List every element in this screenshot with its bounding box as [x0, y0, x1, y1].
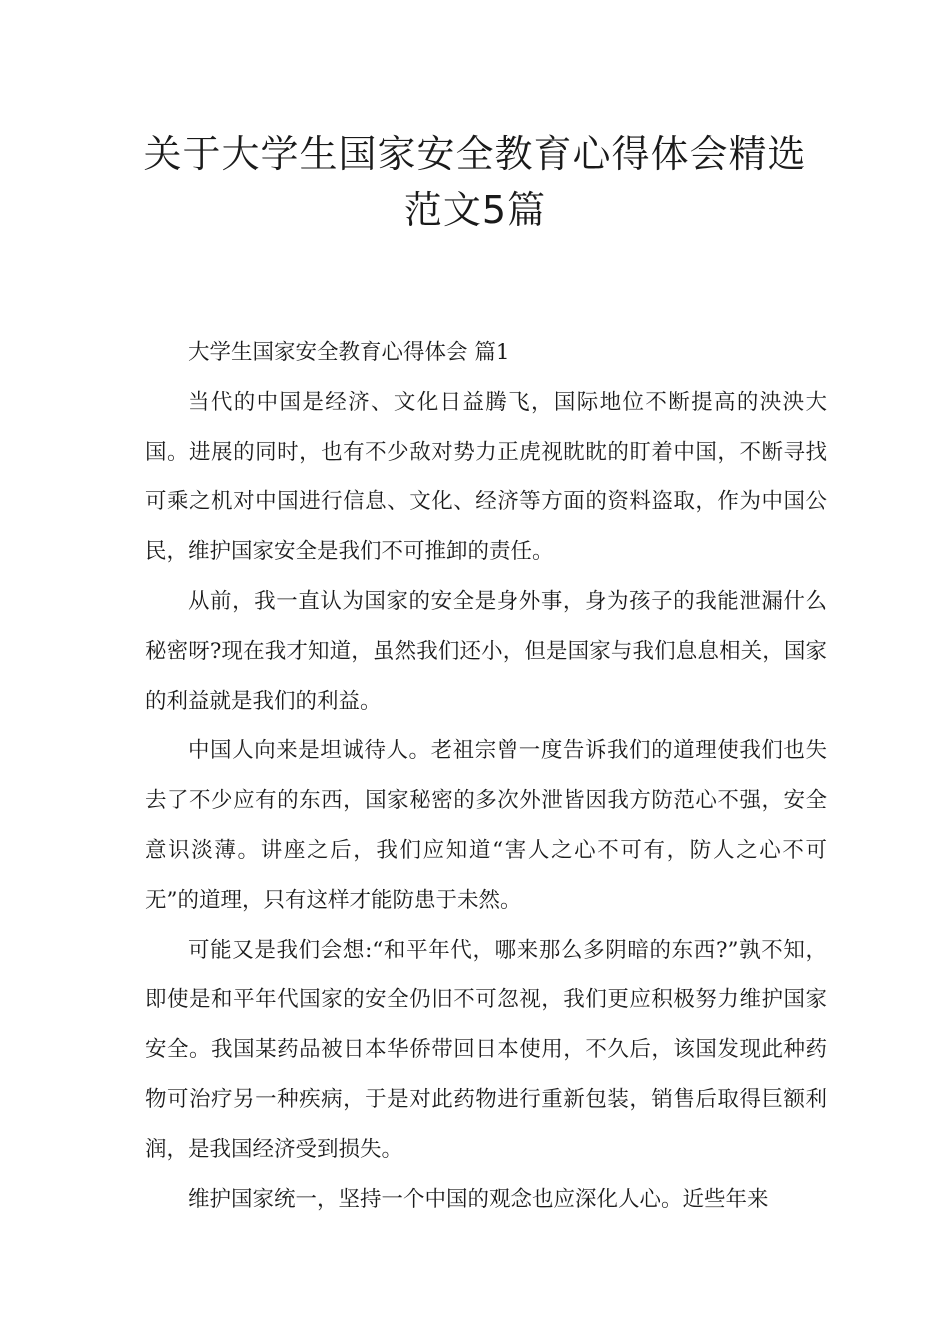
paragraph: 从前，我一直认为国家的安全是身外事，身为孩子的我能泄漏什么秘密呀?现在我才知道，虽然我们还小，但是国家与我们息息相关，国家的利益就是我们的利益。: [145, 588, 827, 714]
paragraph: 当代的中国是经济、文化日益腾飞，国际地位不断提高的泱泱大国。进展的同时，也有不少敌对势力正虎视眈眈的盯着中国，不断寻找可乘之机对中国进行信息、文化、经济等方面的资料盗取，作为中国公民，维护国家安全是我们不可推卸的责任。: [145, 389, 827, 565]
title-line-1: 关于大学生国家安全教育心得体会精选: [143, 132, 807, 176]
title-line-2: 范文5篇: [403, 188, 547, 232]
document-body: [145, 328, 827, 1224]
paragraph: 可能又是我们会想:“和平年代，哪来那么多阴暗的东西?”孰不知，即使是和平年代国家的安全仍旧不可忽视，我们更应积极努力维护国家安全。我国某药品被日本华侨带回日本使用，不久后，该国发现此种药物可治疗另一种疾病，于是对此药物进行重新包装，销售后取得巨额利润，是我国经济受到损失。: [145, 937, 827, 1162]
document-title: [100, 126, 850, 238]
paragraph: 中国人向来是坦诚待人。老祖宗曾一度告诉我们的道理使我们也失去了不少应有的东西，国家秘密的多次外泄皆因我方防范心不强，安全意识淡薄。讲座之后，我们应知道“害人之心不可有，防人之心不可无”的道理，只有这样才能防患于未然。: [145, 738, 827, 913]
paragraph: 维护国家统一，坚持一个中国的观念也应深化人心。近些年来: [188, 1186, 769, 1212]
section-heading: 大学生国家安全教育心得体会 篇1: [188, 340, 510, 365]
